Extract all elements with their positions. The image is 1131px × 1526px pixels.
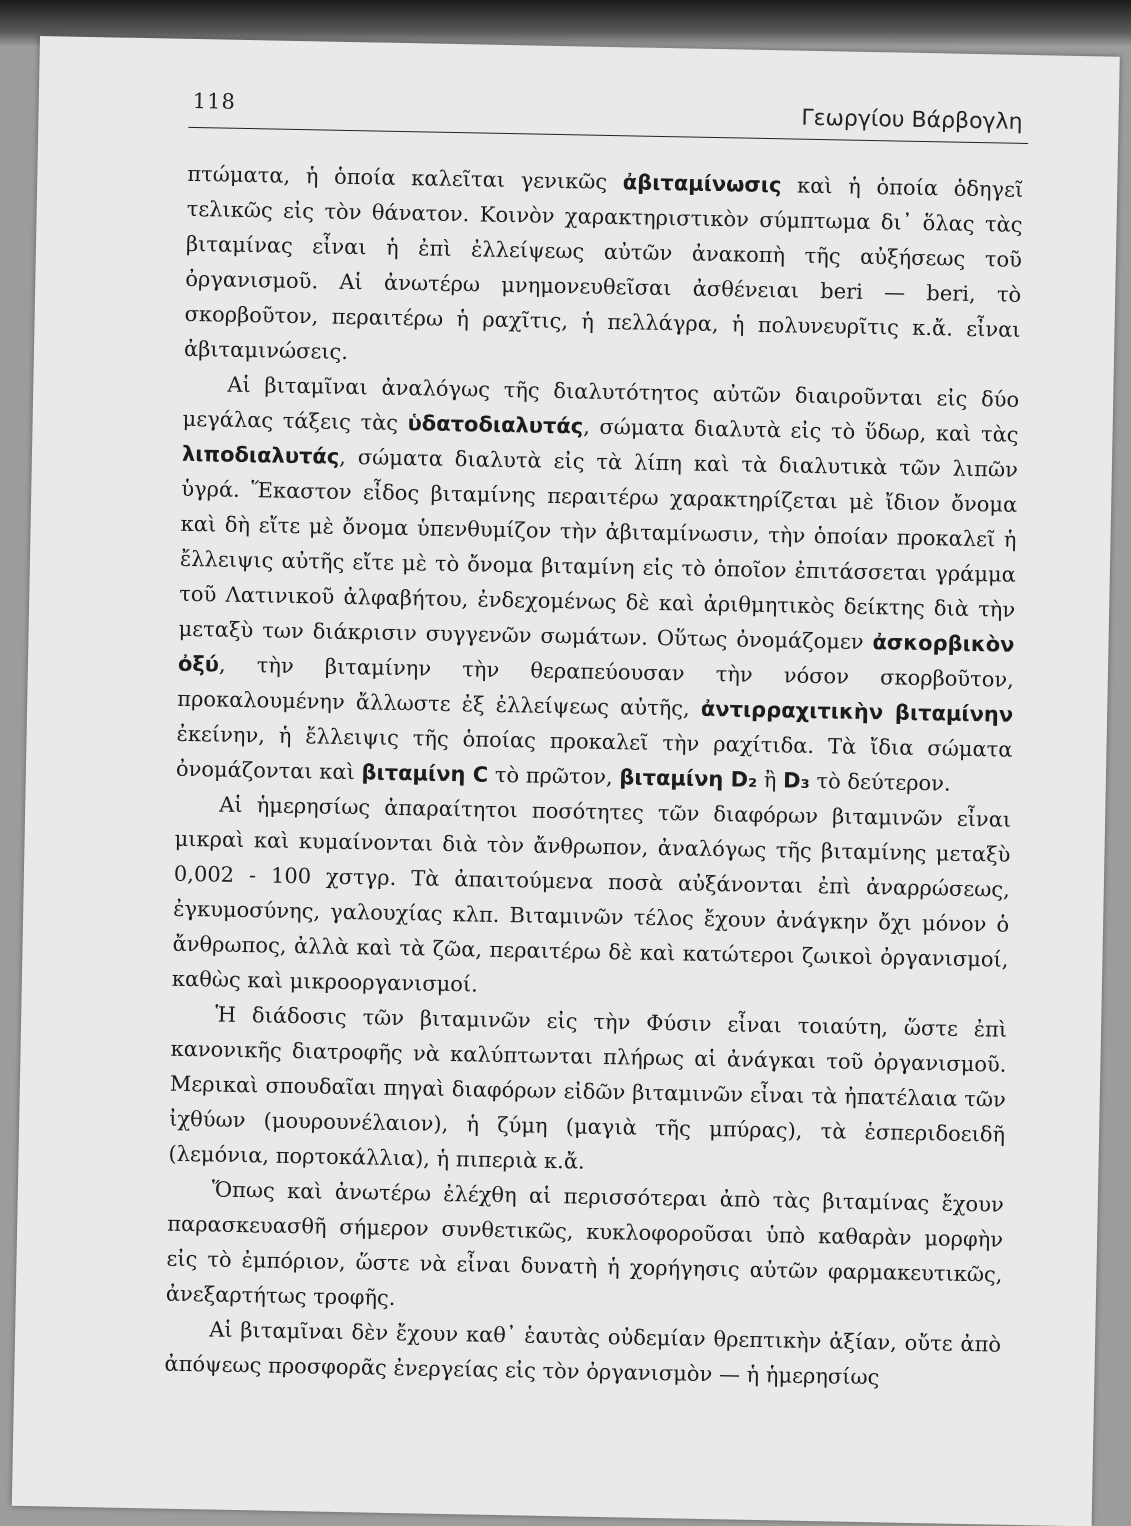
bold-term: ἀντιρραχιτικὴν βιταμίνην xyxy=(700,696,1014,727)
text-run: τὸ πρῶτον, xyxy=(487,762,620,790)
text-run: Αἱ βιταμῖναι δὲν ἔχουν καθ᾽ ἑαυτὰς οὐδεμίαν θρεπτικὴν ἀξίαν, οὔτε ἀπὸ ἀπόψεως προσφορᾶς ἐνεργείας εἰς τὸν ὀργανισμὸν — ἡ ἡμερησίως xyxy=(164,1317,1002,1390)
body-text xyxy=(164,157,1023,1398)
paragraph xyxy=(176,367,1020,803)
paragraph xyxy=(168,997,1007,1188)
paragraph xyxy=(172,787,1012,1013)
bold-term: λιποδιαλυτάς xyxy=(181,441,340,469)
text-run: Ἡ διάδοσις τῶν βιταμινῶν εἰς τὴν Φύσιν εἶναι τοιαύτη, ὥστε ἐπὶ κανονικῆς διατροφῆς νὰ καλύπτωνται πλήρως αἱ ἀνάγκαι τοῦ ὀργανισμοῦ. Μερικαὶ σπουδαῖαι πηγαὶ διαφόρων εἰδῶν βιταμινῶν εἶναι τὰ ἠπατέλαια τῶν ἰχθύων (μουρουνέλαιον), ἡ ζύμη (μαγιὰ τῆς μπύρας), τὰ ἑσπεριδοειδῆ (λεμόνια, πορτοκάλλια), ἡ πιπεριὰ κ.ἄ. xyxy=(168,1002,1008,1174)
text-run: , σώματα διαλυτὰ εἰς τὰ λίπη καὶ τὰ διαλυτικὰ τῶν λιπῶν ὑγρά. Ἕκαστον εἶδος βιταμίνης περαιτέρω χαρακτηρίζεται μὲ ἴδιον ὄνομα καὶ δὴ εἴτε μὲ ὄνομα ὑπενθυμίζον τὴν ἀβιταμίνωσιν, τὴν ὁποίαν προκαλεῖ ἡ ἔλλειψις αὐτῆς εἴτε μὲ τὸ ὄνομα βιταμίνη εἰς τὸ ὁποῖον ἐπιτάσσεται γράμμα τοῦ Λατινικοῦ ἀλφαβήτου, ἐνδεχομένως δὲ καὶ ἀριθμητικὸς δείκτης διὰ τὴν μεταξὺ των διάκρισιν συγγενῶν σωμάτων. Οὕτως ὀνομάζομεν xyxy=(178,444,1019,655)
text-run: ἐκείνην, ἡ ἔλλειψις τῆς ὁποίας προκαλεῖ τὴν ραχίτιδα. Τὰ ἴδια σώματα ὀνομάζονται καὶ xyxy=(175,721,1013,785)
page-number: 118 xyxy=(192,88,237,114)
bold-term: ἀβιταμίνωσις xyxy=(622,170,782,198)
text-run: , τὴν βιταμίνην τὴν θεραπεύουσαν τὴν νόσον σκορβοῦτον, προκαλουμένην ἄλλωστε ἐξ ἐλλείψεως αὐτῆς, xyxy=(177,652,1015,721)
bold-term: βιταμίνη D₂ xyxy=(619,765,758,792)
text-run: τὸ δεύτερον. xyxy=(809,768,951,796)
page-header xyxy=(188,87,1029,144)
text-run: Αἱ ἡμερησίως ἀπαραίτητοι ποσότητες τῶν διαφόρων βιταμινῶν εἶναι μικραὶ καὶ κυμαίνονται διὰ τὸν ἄνθρωπον, ἀναλόγως τῆς βιταμίνης μεταξὺ 0,002 - 100 χστγρ. Τὰ ἀπαιτούμενα ποσὰ αὐξάνονται ἐπὶ ἀναρρώσεως, ἐγκυμοσύνης, γαλουχίας κλπ. Βιταμινῶν τέλος ἔχουν ἀνάγκην ὄχι μόνον ὁ ἄνθρωπος, ἀλλὰ καὶ τὰ ζῶα, περαιτέρω δὲ καὶ κατώτεροι ζωικοὶ ὀργανισμοί, καθὼς καὶ μικροοργανισμοί. xyxy=(171,792,1012,997)
bold-term: ἀσκορβικὸν ὀξύ xyxy=(177,630,1015,677)
running-head-author: Γεωργίου Βάρβογλη xyxy=(801,105,1023,135)
text-run: Αἱ βιταμῖναι ἀναλόγως τῆς διαλυτότητος αὐτῶν διαιροῦνται εἰς δύο μεγάλας τάξεις τὰς xyxy=(182,372,1020,436)
paragraph xyxy=(164,1312,1001,1398)
text-run: ἢ xyxy=(757,767,784,793)
bold-term: D₃ xyxy=(782,768,811,793)
bold-term: ὑδατοδιαλυτάς xyxy=(407,411,584,439)
bold-term: βιταμίνη C xyxy=(361,760,489,787)
text-run: Ὅπως καὶ ἀνωτέρω ἐλέχθη αἱ περισσότεραι ἀπὸ τὰς βιταμίνας ἔχουν παρασκευασθῆ σήμερον συνθετικῶς, κυκλοφοροῦσαι ὑπὸ καθαρὰν μορφὴν εἰς τὸ ἐμπόριον, ὥστε νὰ εἶναι δυνατὴ ἡ χορήγησις αὐτῶν φαρμακευτικῶς, ἀνεξαρτήτως τροφῆς. xyxy=(165,1177,1004,1311)
text-run: καὶ ἡ ὁποία ὁδηγεῖ τελικῶς εἰς τὸν θάνατον. Κοινὸν χαρακτηριστικὸν σύμπτωμα δι᾽ ὅλας τὰς βιταμίνας εἶναι ἡ ἐπὶ ἐλλείψεως αὐτῶν ἀνακοπὴ τῆς αὐξήσεως τοῦ ὀργανισμοῦ. Αἱ ἀνωτέρω μνημονευθεῖσαι ἀσθένειαι beri — beri, τὸ σκορβοῦτον, περαιτέρω ἡ ραχῖτις, ἡ πελλάγρα, ἡ πολυνευρῖτις κ.ἄ. εἶναι ἀβιταμινώσεις. xyxy=(183,173,1024,364)
book-page xyxy=(12,36,1120,1526)
paragraph xyxy=(166,1172,1005,1328)
text-run: , σώματα διαλυτὰ εἰς τὸ ὕδωρ, καὶ τὰς xyxy=(583,414,1019,447)
paragraph xyxy=(184,157,1024,383)
text-run: πτώματα, ἡ ὁποία καλεῖται γενικῶς xyxy=(187,161,624,195)
